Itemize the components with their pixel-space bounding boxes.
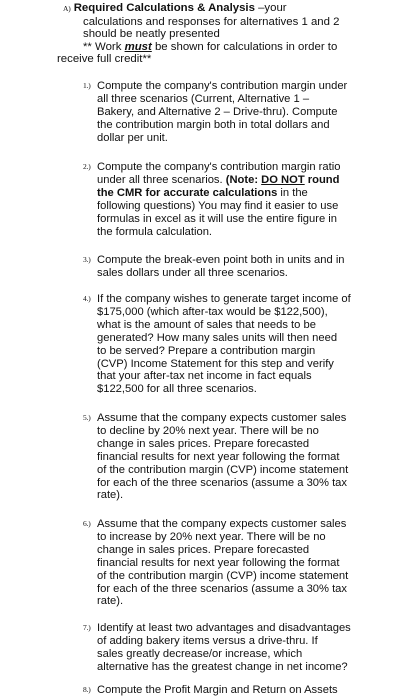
question-item-1 [83, 80, 413, 145]
question-item-7 [83, 622, 413, 674]
question-item-3 [83, 254, 413, 280]
item-line: the formula calculation. [97, 225, 213, 238]
item-line: alternative has the greatest change in net income? [97, 660, 348, 673]
item-marker: 8.) [83, 685, 91, 694]
item-line: to increase by 20% next year. There will be no [97, 530, 326, 543]
item-line: of the contribution margin (CVP) income statement [97, 463, 349, 476]
item-line-plain: under all three scenarios. [97, 173, 226, 186]
item-line-plain: in the [277, 186, 308, 199]
item-line: $175,000 (which after-tax would be $122,500), [97, 305, 328, 318]
item-marker: 3.) [83, 255, 91, 264]
note-round: round [304, 173, 340, 186]
item-line [97, 187, 413, 200]
item-line: rate). [97, 489, 124, 502]
section-marker: A) [63, 4, 71, 13]
item-line: change in sales prices. Prepare forecasted [97, 437, 310, 450]
note-cmr: the CMR for accurate calculations [97, 186, 278, 199]
item-marker: 4.) [83, 294, 91, 303]
item-line: for each of the three scenarios (assume a 30% tax [97, 476, 347, 489]
item-line: following questions) You may find it easier to use [97, 199, 339, 212]
item-line: Compute the company's contribution margin ratio [97, 161, 341, 173]
section-title-suffix: –your [254, 2, 287, 14]
item-line: all three scenarios (Current, Alternative 1 – [97, 92, 310, 105]
item-line: Compute the break-even point both in units and in [97, 254, 345, 266]
item-text [97, 518, 413, 608]
item-line: rate). [97, 595, 124, 608]
question-item-8 [83, 684, 413, 697]
item-marker: 7.) [83, 623, 91, 632]
item-line: formulas in excel as it will use the entire figure in [97, 212, 338, 225]
item-marker: 2.) [83, 162, 91, 171]
item-text [97, 293, 413, 396]
question-item-4 [83, 293, 413, 396]
item-marker: 1.) [83, 81, 91, 90]
item-line: of the contribution margin (CVP) income statement [97, 569, 349, 582]
item-line: sales dollars under all three scenarios. [97, 266, 288, 279]
item-text [97, 412, 413, 502]
intro-line-2: should be neatly presented [83, 28, 220, 41]
item-line: dollar per unit. [97, 131, 168, 144]
item-line [97, 174, 413, 187]
item-line: Assume that the company expects customer sales [97, 412, 347, 424]
question-item-6 [83, 518, 413, 608]
section-title: Required Calculations & Analysis [73, 2, 255, 14]
item-marker: 6.) [83, 519, 91, 528]
item-line: to be served? Prepare a contribution margin [97, 344, 316, 357]
item-text [97, 254, 413, 280]
credit-prefix: ** Work [83, 40, 125, 53]
item-line: of adding bakery items versus a drive-thru. If [97, 634, 318, 647]
do-not-emphasis: DO NOT [261, 173, 305, 186]
item-line: to decline by 20% next year. There will be no [97, 424, 319, 437]
item-text [97, 161, 413, 238]
item-marker: 5.) [83, 413, 91, 422]
credit-note-tail: receive full credit** [57, 53, 152, 66]
question-item-5 [83, 412, 413, 502]
section-heading [57, 2, 413, 66]
item-text [97, 684, 413, 697]
item-line: financial results for next year following the format [97, 450, 340, 463]
item-line: Identify at least two advantages and disadvantages [97, 622, 351, 634]
item-line: for each of the three scenarios (assume a 30% tax [97, 582, 347, 595]
item-line: Assume that the company expects customer sales [97, 518, 347, 530]
item-text [97, 80, 413, 145]
item-line: (CVP) Income Statement for this step and verify [97, 357, 334, 370]
item-line: what is the amount of sales that needs to be [97, 318, 316, 331]
item-line: the contribution margin both in total dollars and [97, 118, 330, 131]
item-line: Bakery, and Alternative 2 – Drive-thru). Compute [97, 105, 338, 118]
credit-must: must [124, 40, 152, 53]
credit-note [83, 41, 413, 54]
item-line: sales greatly decrease/or increase, which [97, 647, 303, 660]
item-line: Compute the Profit Margin and Return on Assets [97, 684, 338, 696]
section-intro [83, 16, 413, 41]
item-line: Compute the company's contribution margin under [97, 80, 348, 92]
note-label: (Note: [225, 173, 262, 186]
question-item-2 [83, 161, 413, 238]
intro-line-1: calculations and responses for alternatives 1 and 2 [83, 15, 340, 28]
item-line: If the company wishes to generate target income of [97, 293, 351, 305]
credit-rest: be shown for calculations in order to [151, 40, 338, 53]
item-line: change in sales prices. Prepare forecasted [97, 543, 310, 556]
heading-line [63, 2, 413, 16]
item-line: generated? How many sales units will then need [97, 331, 338, 344]
item-line: $122,500 for all three scenarios. [97, 383, 257, 396]
item-line: that your after-tax net income in fact equals [97, 370, 312, 383]
item-line: financial results for next year following the format [97, 556, 340, 569]
item-text [97, 622, 413, 674]
